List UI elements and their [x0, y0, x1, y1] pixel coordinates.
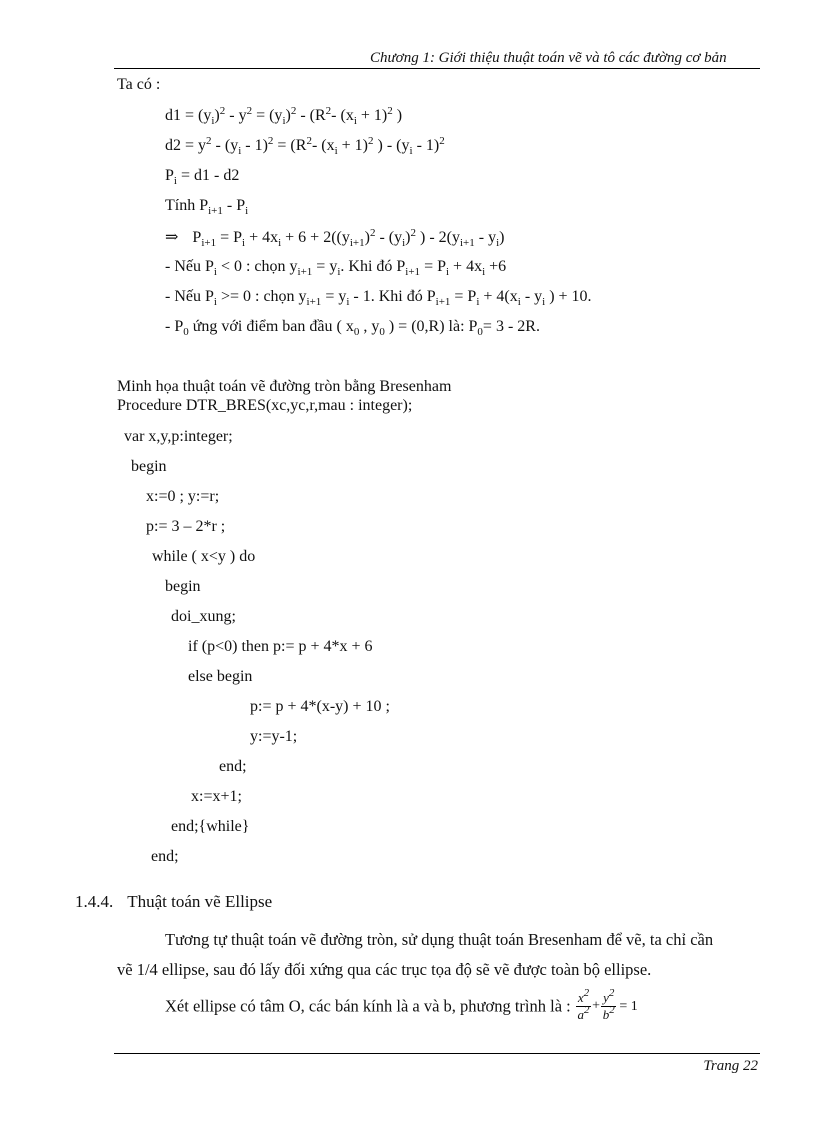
chapter-header: Chương 1: Giới thiệu thuật toán vẽ và tô các đường cơ bản [370, 50, 727, 66]
implies-arrow-icon: ⇒ [165, 229, 179, 246]
code-line: doi_xung; [171, 608, 236, 625]
intro-text: Ta có : [117, 76, 161, 93]
code-line: p:= 3 – 2*r ; [146, 518, 226, 535]
section-title: Thuật toán vẽ Ellipse [127, 892, 273, 911]
code-line: while ( x<y ) do [152, 548, 256, 565]
procedure-signature: Procedure DTR_BRES(xc,yc,r,mau : integer); [117, 397, 413, 414]
formula-implies: ⇒ $P_{i+1} = P_i + 4x_i + 6 + 2((y_{i+1})^2 - (y_i)^2$ ) - $2(y_{i+1} - y_i)$ [165, 227, 505, 249]
paragraph-line: Tương tự thuật toán vẽ đường tròn, sử dụng thuật toán Bresenham để vẽ, ta chỉ cần [165, 930, 714, 949]
case-nonnegative: - Nếu $P_i >= 0$ : chọn $y_{i+1} = y_i - 1$. Khi đó $P_{i+1} = P_i + 4(x_i - y_i$ ) + 10. [165, 288, 592, 308]
code-line: x:=0 ; y:=r; [146, 488, 220, 505]
formula-d2: $d2 = y^2 - (y_i - 1)^2 = (R^2-$ $(x_i + 1)^2$ ) - $(y_i - 1)^2$ [165, 135, 445, 157]
formula-pi: $P_i = d1 - d2$ [165, 167, 240, 187]
ellipse-equation-line: Xét ellipse có tâm O, các bán kính là a và b, phương trình là : $\frac{x^2}{a^2}$ + $\frac{y^2}{b^2}$ = 1 [165, 987, 638, 1022]
formula-d1: $d1 = (y_i)^2 - y^2 = (y_i)^2 - (R^2-$ $(x_i + 1)^2$ ) [165, 105, 403, 127]
code-line: begin [131, 458, 167, 475]
header-rule [114, 68, 760, 69]
section-heading [75, 892, 272, 912]
code-line: end;{while} [171, 818, 250, 835]
code-line: y:=y-1; [250, 728, 298, 745]
initial-value: - $P_0$ ứng với điểm ban đầu ( $x_0$ , $y_0$ ) = (0,R) là: $P_0= 3 - 2R$. [165, 318, 540, 338]
fraction-y-over-b: $\frac{y^2}{b^2}$ [602, 987, 615, 1022]
code-line: else begin [188, 668, 253, 685]
code-line: end; [151, 848, 179, 865]
page-number: Trang 22 [703, 1058, 758, 1074]
code-line: if (p<0) then p:= p + 4*x + 6 [188, 638, 373, 655]
code-line: begin [165, 578, 201, 595]
formula-compute: Tính $P_{i+1} - P_i$ [165, 197, 249, 217]
code-line: p:= p + 4*(x-y) + 10 ; [250, 698, 390, 715]
code-line: end; [219, 758, 247, 775]
footer-rule [114, 1053, 760, 1054]
code-line: x:=x+1; [191, 788, 242, 805]
code-caption: Minh họa thuật toán vẽ đường tròn bằng Bresenham [117, 378, 452, 395]
code-line: var x,y,p:integer; [124, 428, 233, 445]
fraction-x-over-a: $\frac{x^2}{a^2}$ [577, 987, 590, 1022]
section-number: 1.4.4. [75, 892, 114, 911]
paragraph-line: vẽ 1/4 ellipse, sau đó lấy đối xứng qua các trục tọa độ sẽ vẽ được toàn bộ ellipse. [117, 960, 652, 979]
case-negative: - Nếu $P_i < 0$ : chọn $y_{i+1} = y_i$. Khi đó $P_{i+1} = P_i + 4x_i +6$ [165, 258, 507, 278]
